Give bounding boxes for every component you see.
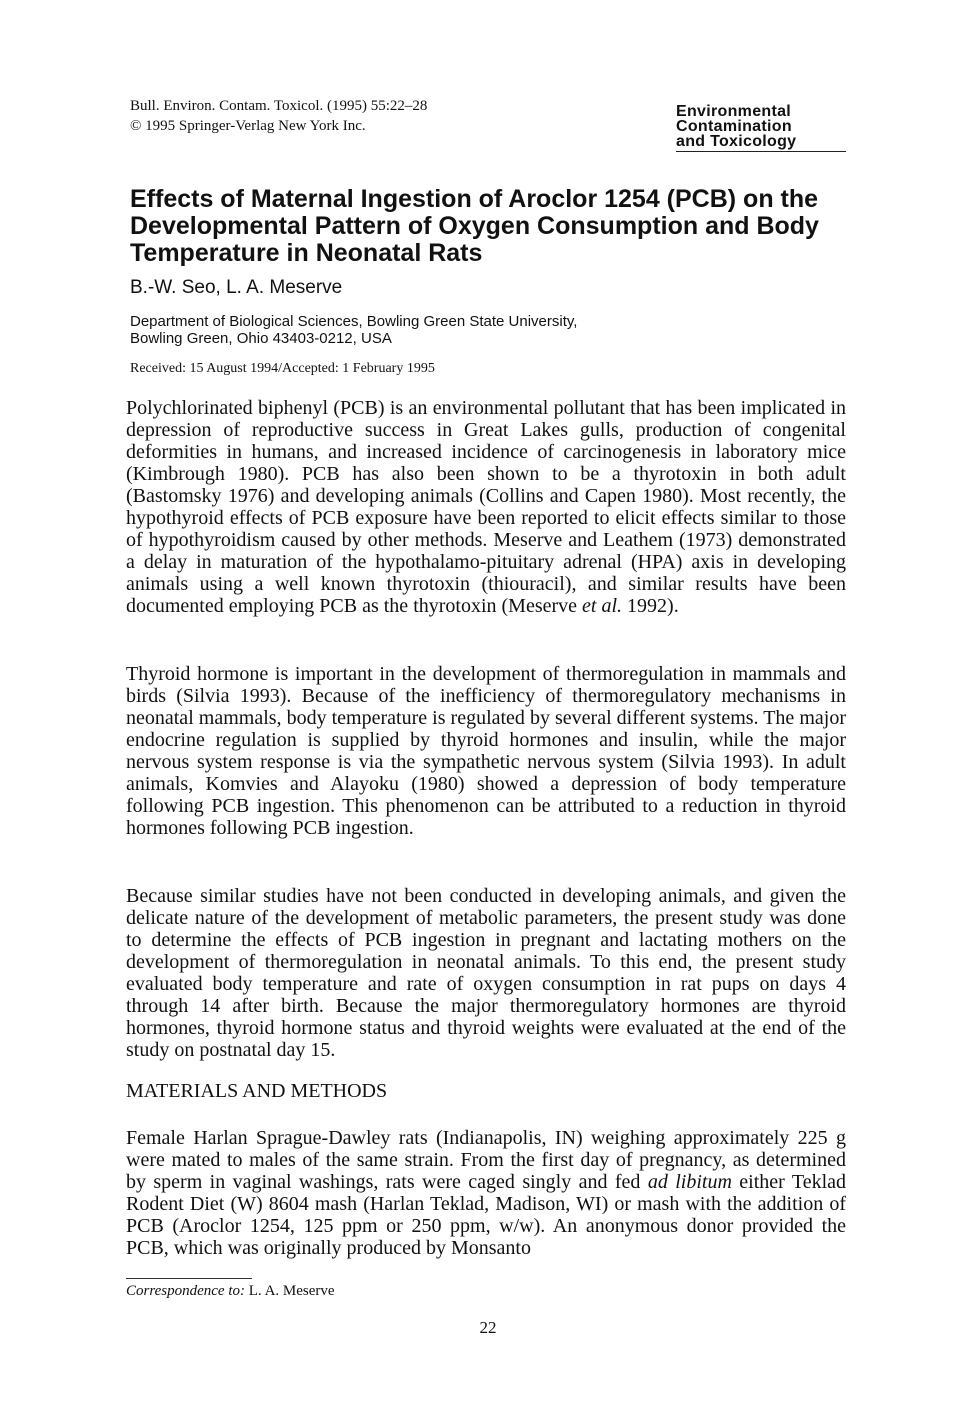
paragraph-italic: ad libitum	[647, 1171, 732, 1193]
section-heading: MATERIALS AND METHODS	[126, 1080, 388, 1102]
affiliation-line: Department of Biological Sciences, Bowling Green State University,	[130, 313, 578, 330]
page-number: 22	[479, 1318, 497, 1337]
correspondence-footnote	[126, 1281, 335, 1301]
journal-logo-line: and Toxicology	[676, 133, 797, 150]
paragraph-text: either Teklad Rodent Diet (W) 8604 mash (Harlan Teklad, Madison, WI) or mash with the addition of PCB (Aroclor 1254, 125 ppm or 250 ppm, w/w). An anonymous donor provided the PCB, which was originally produced by Monsanto	[126, 1171, 847, 1259]
correspondence-label: Correspondence to:	[126, 1283, 246, 1299]
copyright-line: © 1995 Springer-Verlag New York Inc.	[130, 118, 366, 134]
paragraph-text: 1992).	[622, 595, 679, 617]
citation-block	[130, 96, 427, 136]
citation-line: Bull. Environ. Contam. Toxicol. (1995) 55:22–28	[130, 98, 428, 114]
body-paragraph-1	[126, 397, 846, 617]
body-paragraph-2: Thyroid hormone is important in the development of thermoregulation in mammals and birds (Silvia 1993). Because of the inefficiency of thermoregulatory mechanisms in neonatal mammals, body temperature is regulated by several different systems. The major endocrine regulation is supplied by thyroid hormones and insulin, while the major nervous system response is via the sympathetic nervous system (Silvia 1993). In adult animals, Komvies and Alayoku (1980) showed a depression of body temperature following PCB ingestion. This phenomenon can be attributed to a reduction in thyroid hormones following PCB ingestion.	[126, 663, 846, 839]
journal-logo-line: Environmental	[676, 103, 792, 120]
article-authors: B.-W. Seo, L. A. Meserve	[130, 277, 343, 298]
paragraph-text: Female Harlan Sprague-Dawley rats (Indianapolis, IN) weighing approximately 225 g were mated to males of the same strain. From the first day of pregnancy, as determined by sperm in vaginal washings, rats were caged singly and fed	[126, 1127, 846, 1193]
journal-logo-line: Contamination	[676, 118, 792, 135]
author-affiliation	[130, 313, 577, 347]
received-dates: Received: 15 August 1994/Accepted: 1 February 1995	[130, 361, 435, 376]
paragraph-text: Polychlorinated biphenyl (PCB) is an environmental pollutant that has been implicated in depression of reproductive success in Great Lakes gulls, production of congenital deformities in humans, and increased incidence of carcinogenesis in laboratory mice (Kimbrough 1980). PCB has also been shown to be a thyrotoxin in both adult (Bastomsky 1976) and developing animals (Collins and Capen 1980). Most recently, the hypothyroid effects of PCB exposure have been reported to elicit effects similar to those of hypothyroidism caused by other methods. Meserve and Leathem (1973) demonstrated a delay in maturation of the hypothalamo-pituitary adrenal (HPA) axis in developing animals using a well known thyrotoxin (thiouracil), and similar results have been documented employing PCB as the thyrotoxin (Meserve	[126, 397, 846, 617]
affiliation-line: Bowling Green, Ohio 43403-0212, USA	[130, 330, 392, 347]
correspondence-name: L. A. Meserve	[245, 1283, 335, 1299]
journal-logo	[676, 104, 846, 152]
footnote-divider	[126, 1278, 252, 1279]
article-title: Effects of Maternal Ingestion of Aroclor 1254 (PCB) on the Developmental Pattern of Oxygen Consumption and Body Temperature in Neonatal Rats	[130, 185, 819, 267]
paragraph-italic: et al.	[582, 595, 623, 617]
body-paragraph-3: Because similar studies have not been conducted in developing animals, and given the delicate nature of the development of metabolic parameters, the present study was done to determine the effects of PCB ingestion in pregnant and lactating mothers on the development of thermoregulation in neonatal animals. To this end, the present study evaluated body temperature and rate of oxygen consumption in rat pups on days 4 through 14 after birth. Because the major thermoregulatory hormones are thyroid hormones, thyroid hormone status and thyroid weights were evaluated at the end of the study on postnatal day 15.	[126, 885, 846, 1061]
body-paragraph-4	[126, 1127, 846, 1259]
